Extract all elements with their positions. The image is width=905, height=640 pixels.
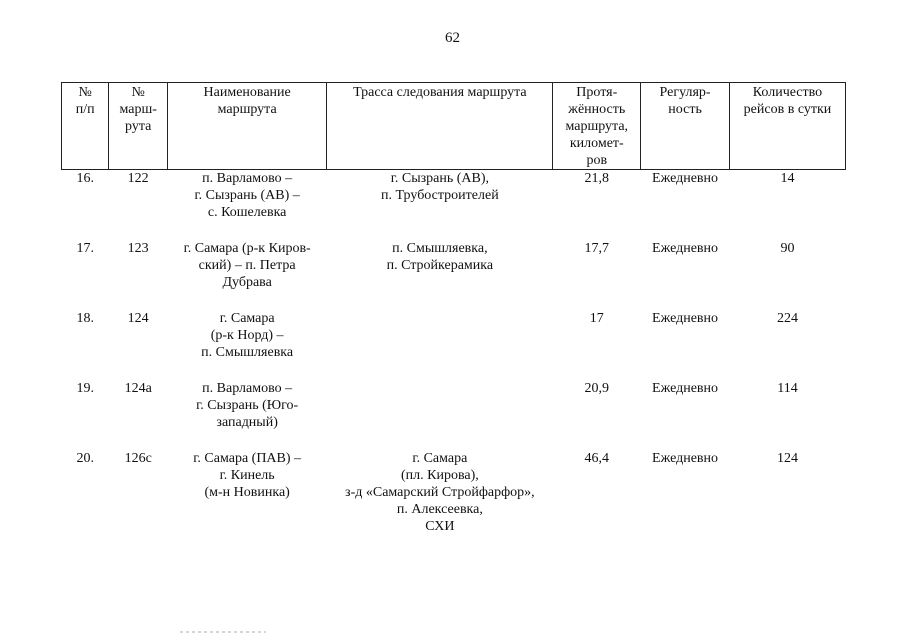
text-line: г. Самара (ПАВ) –: [193, 451, 302, 466]
cell-num: 17.: [76, 241, 94, 256]
header-name: [167, 83, 326, 170]
cell-route: 124: [127, 311, 149, 326]
routes-table: [61, 82, 846, 550]
text-line: (пл. Кирова),: [400, 468, 479, 483]
text-line: п. Смышляевка: [201, 345, 294, 360]
text-line: ность: [668, 102, 702, 117]
text-line: г. Самара: [219, 311, 275, 326]
table-row: [62, 310, 846, 380]
cell-length: 21,8: [584, 171, 610, 186]
text-line: г. Самара (р-к Киров-: [183, 241, 311, 256]
cell-name: [167, 240, 326, 310]
cell-num: 19.: [76, 381, 94, 396]
cell-trips: 124: [776, 451, 798, 466]
text-line: Наименование: [203, 85, 291, 100]
cell-trips: 114: [777, 381, 798, 396]
text-line: маршрута,: [565, 119, 629, 134]
cell-name: [167, 380, 326, 450]
cell-route: 123: [127, 241, 149, 256]
text-line: СХИ: [425, 519, 455, 534]
cell-track: [327, 170, 553, 241]
text-line: Трасса следования маршрута: [353, 85, 527, 100]
cell-track: [327, 380, 553, 450]
text-line: жённость: [568, 102, 626, 117]
cell-trips: 14: [780, 171, 795, 186]
cell-route: 122: [127, 171, 149, 186]
cell-name: [167, 170, 326, 241]
text-line: г. Сызрань (АВ) –: [194, 188, 300, 203]
text-line: п. Варламово –: [202, 381, 293, 396]
table-row: [62, 380, 846, 450]
header-regularity: [641, 83, 730, 170]
cell-regularity: Ежедневно: [652, 381, 719, 396]
header-length: [553, 83, 641, 170]
page-number: 62: [445, 30, 460, 46]
text-line: п/п: [75, 102, 95, 117]
cell-length: 17,7: [584, 241, 610, 256]
cell-length: 17: [589, 311, 604, 326]
text-line: Регуляр-: [659, 85, 711, 100]
text-line: п. Смышляевка,: [392, 241, 488, 256]
cell-num: 16.: [76, 171, 94, 186]
table-row: [62, 450, 846, 550]
cell-trips: 90: [780, 241, 795, 256]
text-line: п. Алексеевка,: [396, 502, 483, 517]
text-line: маршрута: [217, 102, 277, 117]
text-line: Дубрава: [222, 275, 272, 290]
cell-regularity: Ежедневно: [652, 241, 719, 256]
header-route: [109, 83, 168, 170]
cell-trips: 224: [776, 311, 798, 326]
header-track: [327, 83, 553, 170]
text-line: Протя-: [576, 85, 618, 100]
text-line: г. Кинель: [219, 468, 275, 483]
header-trips: [729, 83, 845, 170]
text-line: п. Стройкерамика: [386, 258, 494, 273]
text-line: ский) – п. Петра: [198, 258, 296, 273]
text-line: г. Сызрань (Юго-: [196, 398, 299, 413]
text-line: западный): [216, 415, 278, 430]
cell-regularity: Ежедневно: [652, 171, 719, 186]
text-line: г. Сызрань (АВ),: [390, 171, 490, 186]
text-line: Количество: [752, 85, 823, 100]
cell-name: [167, 310, 326, 380]
scan-artifact: [180, 631, 266, 633]
text-line: рейсов в сутки: [743, 102, 832, 117]
header-num: [62, 83, 109, 170]
text-line: (р-к Норд) –: [210, 328, 284, 343]
cell-route: 126с: [124, 451, 152, 466]
cell-length: 46,4: [584, 451, 610, 466]
text-line: №: [78, 85, 92, 100]
text-line: (м-н Новинка): [204, 485, 290, 500]
text-line: рута: [125, 119, 152, 134]
cell-num: 18.: [76, 311, 94, 326]
text-line: г. Самара: [412, 451, 468, 466]
text-line: п. Варламово –: [202, 171, 293, 186]
cell-route: 124а: [124, 381, 152, 396]
text-line: с. Кошелевка: [207, 205, 287, 220]
cell-length: 20,9: [584, 381, 610, 396]
table-row: [62, 240, 846, 310]
table-row: [62, 170, 846, 241]
cell-track: [327, 310, 553, 380]
cell-num: 20.: [76, 451, 94, 466]
cell-track: [327, 240, 553, 310]
text-line: №: [131, 85, 145, 100]
text-line: ров: [586, 153, 608, 168]
cell-track: [327, 450, 553, 550]
text-line: п. Трубостроителей: [381, 188, 499, 203]
cell-regularity: Ежедневно: [652, 451, 719, 466]
cell-regularity: Ежедневно: [652, 311, 719, 326]
text-line: з-д «Самарский Стройфарфор»,: [345, 485, 535, 500]
text-line: километ-: [569, 136, 624, 151]
cell-name: [167, 450, 326, 550]
text-line: марш-: [119, 102, 157, 117]
table-header-row: [62, 83, 846, 170]
